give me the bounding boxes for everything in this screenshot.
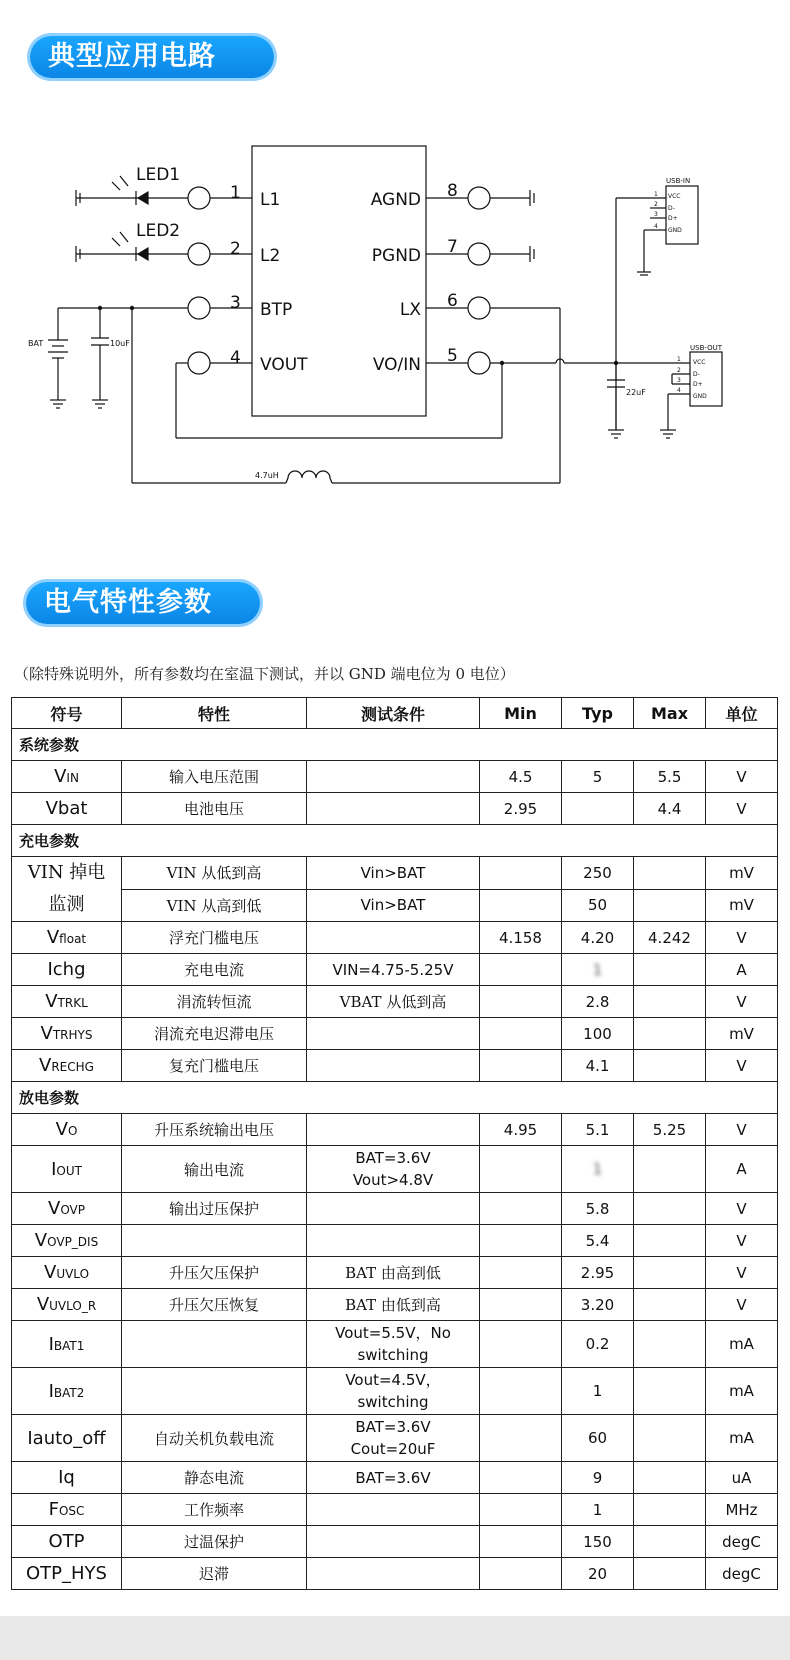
table-row: VRECHG 复充门槛电压 4.1 V [12,1050,778,1082]
table-row: VTRHYS 涓流充电迟滞电压 100 mV [12,1018,778,1050]
test-condition-note: （除特殊说明外，所有参数均在室温下测试，并以 GND 端电位为 0 电位） [14,665,515,683]
inductor-label: 4.7uH [255,471,279,480]
electrical-characteristics-table [11,697,778,1590]
pin2-name: L2 [260,246,281,266]
usb-out-title: USB-OUT [690,344,722,352]
usb-in-title: USB-IN [666,177,691,185]
pin7-name: PGND [371,246,421,266]
table-row: Vfloat 浮充门槛电压 4.158 4.20 4.242 V [12,922,778,954]
section-row-discharge: 放电参数 [12,1082,778,1114]
pin4-num: 4 [230,348,241,368]
usb-out-pin: 4 [677,387,681,394]
pin6-num: 6 [447,291,458,311]
table-row: VUVLO_R 升压欠压恢复 BAT 由低到高 3.20 V [12,1289,778,1321]
cap-out-label: 22uF [626,388,646,397]
bottom-band [0,1616,790,1660]
table-row: VIN 掉电 监测 VIN 从低到高 Vin>BAT 250 mV [12,857,778,890]
pin3-name: BTP [260,300,293,320]
table-row: IBAT1 Vout=5.5V，No switching 0.2 mA [12,1321,778,1368]
table-row: VUVLO 升压欠压保护 BAT 由高到低 2.95 V [12,1257,778,1289]
usb-out-pin-label: D+ [693,381,703,388]
usb-out-pin-label: D- [693,371,700,378]
usb-out-pin: 2 [677,367,681,374]
header-characteristic: 特性 [122,698,307,729]
led2-label: LED2 [136,221,181,241]
pin8-num: 8 [447,181,458,201]
table-header-row [12,698,778,729]
cap-in-label: 10uF [110,339,130,348]
table-row: OTP 过温保护 150 degC [12,1526,778,1558]
table-row: VO 升压系统输出电压 4.95 5.1 5.25 V [12,1114,778,1146]
table-row: Vbat 电池电压 2.95 4.4 V [12,793,778,825]
usb-in-pin-label: GND [668,227,682,234]
section-title-typical-circuit: 典型应用电路 [30,36,274,78]
usb-in-pin-label: D+ [668,215,678,222]
table-row: VIN 从高到低 Vin>BAT 50 mV [12,889,778,922]
section-title-electrical-characteristics: 电气特性参数 [26,582,260,624]
ic-body [252,146,426,416]
pin7-num: 7 [447,237,458,257]
application-circuit-diagram [0,120,790,500]
pin6-name: LX [399,300,421,320]
table-row: VTRKL 涓流转恒流 VBAT 从低到高 2.8 V [12,986,778,1018]
usb-in-pin: 4 [654,223,658,230]
usb-in-pin-label: D- [668,205,675,212]
header-symbol: 符号 [12,698,122,729]
pin1-num: 1 [230,183,241,203]
pin3-num: 3 [230,293,241,313]
usb-out-pin-label: VCC [693,359,706,366]
table-row: OTP_HYS 迟滞 20 degC [12,1558,778,1590]
usb-out-pin-label: GND [693,393,707,400]
usb-out-pin: 3 [677,377,681,384]
pin5-name: VO/IN [372,355,421,375]
section-row-charge: 充电参数 [12,825,778,857]
section-row-system: 系统参数 [12,729,778,761]
pin5-num: 5 [447,346,458,366]
table-row: FOSC 工作频率 1 MHz [12,1494,778,1526]
usb-in-pin: 1 [654,191,658,198]
pin1-name: L1 [260,190,281,210]
usb-in-pin-label: VCC [668,193,681,200]
pin2-num: 2 [230,239,241,259]
led1-label: LED1 [136,165,181,185]
table-row: IOUT 输出电流 BAT=3.6V Vout>4.8V 1 A [12,1146,778,1193]
header-max: Max [634,698,706,729]
table-row: VOVP_DIS 5.4 V [12,1225,778,1257]
usb-in-pin: 2 [654,201,658,208]
header-min: Min [480,698,562,729]
table-row: VIN 输入电压范围 4.5 5 5.5 V [12,761,778,793]
pin8-name: AGND [370,190,421,210]
table-row: VOVP 输出过压保护 5.8 V [12,1193,778,1225]
header-unit: 单位 [706,698,778,729]
usb-in-pin: 3 [654,211,658,218]
table-row: Ichg 充电电流 VIN=4.75-5.25V 1 A [12,954,778,986]
table-row: Iq 静态电流 BAT=3.6V 9 uA [12,1462,778,1494]
header-condition: 测试条件 [307,698,480,729]
usb-out-pin: 1 [677,356,681,363]
header-typ: Typ [562,698,634,729]
table-row: IBAT2 Vout=4.5V， switching 1 mA [12,1368,778,1415]
table-row: Iauto_off 自动关机负载电流 BAT=3.6V Cout=20uF 60 mA [12,1415,778,1462]
bat-label: BAT [28,339,44,348]
pin4-name: VOUT [260,355,308,375]
